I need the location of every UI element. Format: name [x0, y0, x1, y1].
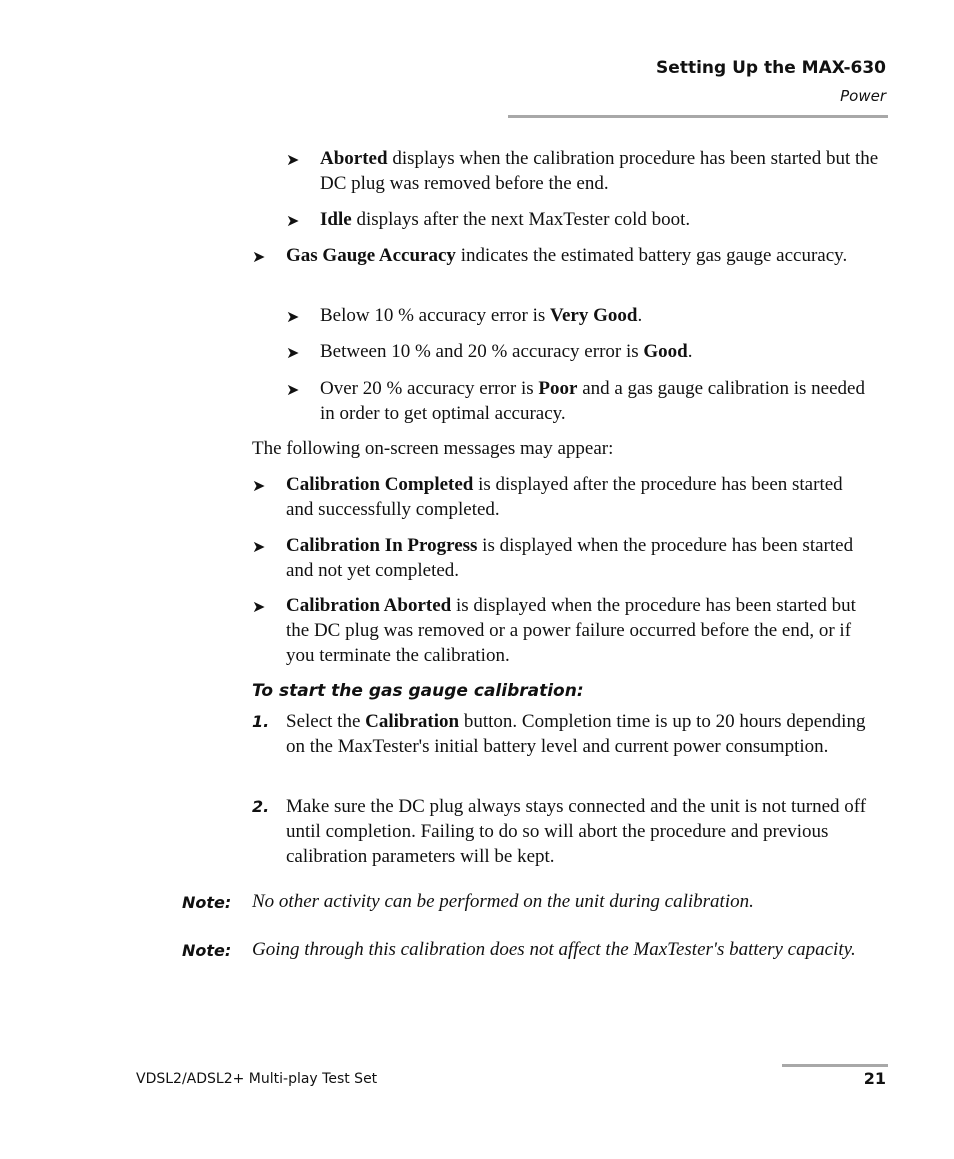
list-item-aborted: [320, 146, 890, 196]
list-item-calibration-in-progress: [286, 533, 866, 583]
note-text: Going through this calibration does not affect the MaxTester's battery capacity.: [252, 939, 856, 960]
accuracy-text-end: and a gas gauge calibration is needed in order to get optimal accuracy.: [320, 378, 865, 424]
page-number: 21: [863, 1069, 886, 1088]
calibration-button-ref: Calibration: [365, 711, 460, 732]
arrowhead-bullet-icon: ➤: [286, 380, 300, 399]
arrowhead-bullet-icon: ➤: [252, 537, 266, 556]
accuracy-rating: Good: [643, 341, 688, 362]
arrowhead-bullet-icon: ➤: [286, 343, 300, 362]
running-header-title: Setting Up the MAX-630: [656, 58, 886, 78]
note-label: Note:: [182, 893, 232, 912]
arrowhead-bullet-icon: ➤: [286, 307, 300, 326]
arrowhead-bullet-icon: ➤: [252, 597, 266, 616]
step-text-end: button. Completion time is up to 20 hours depending on the MaxTester's initial battery level and current power consumption.: [286, 711, 866, 757]
arrowhead-bullet-icon: ➤: [252, 476, 266, 495]
message-desc: is displayed after the procedure has been started and successfully completed.: [286, 474, 843, 520]
step-text: Select the: [286, 711, 366, 732]
procedure-title: To start the gas gauge calibration:: [252, 681, 584, 701]
header-divider: [508, 115, 888, 118]
list-item-calibration-completed: [286, 472, 866, 522]
term-idle: Idle: [320, 209, 352, 230]
accuracy-rating: Poor: [538, 378, 578, 399]
list-item-idle: [320, 207, 890, 232]
step-number: 2.: [252, 797, 270, 816]
arrowhead-bullet-icon: ➤: [286, 211, 300, 230]
message-name: Calibration Completed: [286, 474, 474, 495]
desc-aborted: displays when the calibration procedure has been started but the DC plug was removed before the end.: [320, 148, 879, 194]
message-desc: is displayed when the procedure has been started and not yet completed.: [286, 535, 854, 581]
accuracy-rating: Very Good: [550, 305, 638, 326]
accuracy-text-end: .: [637, 305, 643, 326]
running-header-section: Power: [840, 87, 886, 105]
accuracy-text: Between 10 % and 20 % accuracy error is: [320, 341, 644, 362]
list-item-accuracy-poor: [320, 376, 880, 426]
arrowhead-bullet-icon: ➤: [252, 247, 266, 266]
term-gas-gauge: Gas Gauge Accuracy: [286, 245, 456, 266]
note-text: No other activity can be performed on the unit during calibration.: [252, 891, 754, 912]
desc-gas-gauge: indicates the estimated battery gas gauge accuracy.: [455, 245, 848, 266]
term-aborted: Aborted: [320, 148, 388, 169]
footer-divider: [782, 1064, 888, 1067]
arrowhead-bullet-icon: ➤: [286, 150, 300, 169]
desc-idle: displays after the next MaxTester cold boot.: [351, 209, 691, 230]
list-item-accuracy-very-good: [320, 303, 890, 328]
step-text: Make sure the DC plug always stays connected and the unit is not turned off until completion. Failing to do so will abort the procedure and previous calibration parameters will be kept.: [286, 796, 867, 867]
footer-product-name: VDSL2/ADSL2+ Multi-play Test Set: [136, 1071, 378, 1087]
procedure-step-1: [286, 709, 876, 759]
note-label: Note:: [182, 941, 232, 960]
accuracy-text: Over 20 % accuracy error is: [320, 378, 539, 399]
step-number: 1.: [252, 712, 270, 731]
accuracy-text: Below 10 % accuracy error is: [320, 305, 551, 326]
messages-intro: The following on-screen messages may appear:: [252, 438, 614, 459]
list-item-gas-gauge: [286, 243, 856, 268]
message-desc: is displayed when the procedure has been started but the DC plug was removed or a power failure occurred before the end, or if you terminate the calibration.: [286, 595, 856, 666]
message-name: Calibration In Progress: [286, 535, 478, 556]
list-item-accuracy-good: [320, 339, 890, 364]
list-item-calibration-aborted: [286, 593, 856, 668]
message-name: Calibration Aborted: [286, 595, 452, 616]
procedure-step-2: [286, 794, 876, 869]
accuracy-text-end: .: [687, 341, 693, 362]
